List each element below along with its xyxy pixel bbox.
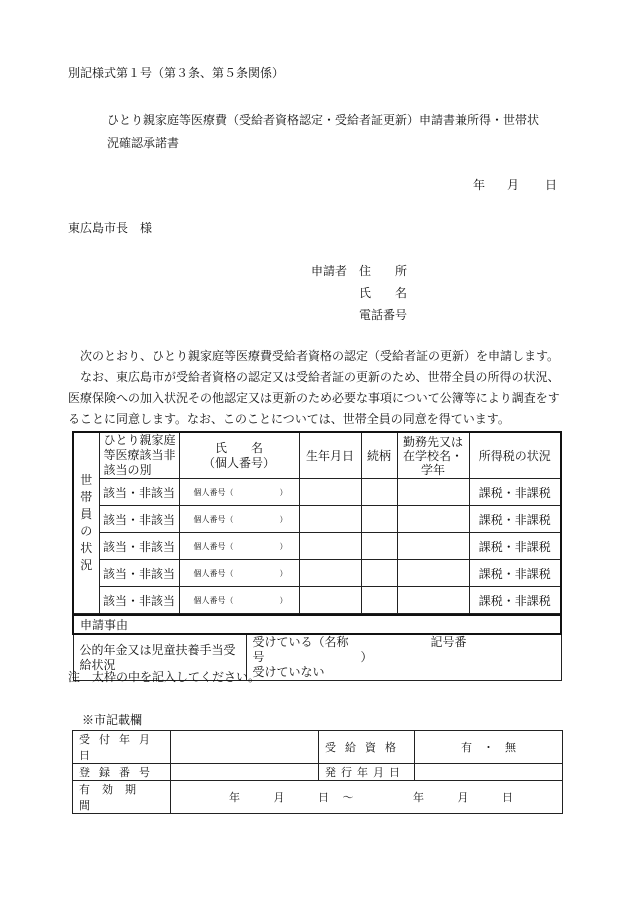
date-day-label: 日 xyxy=(545,178,558,192)
header-name: 氏 名 （個人番号） xyxy=(179,432,299,479)
tax-cell[interactable]: 課税・非課税 xyxy=(469,587,561,614)
header-birth: 生年月日 xyxy=(299,432,361,479)
name-cell[interactable]: 個人番号（ ） xyxy=(179,506,299,533)
registration-no-cell[interactable] xyxy=(171,764,319,781)
issue-date-cell[interactable] xyxy=(415,764,563,781)
applicant-name-label: 氏 名 xyxy=(359,286,408,300)
date-year-label: 年 xyxy=(473,178,486,192)
pension-label: 公的年金又は児童扶養手当受 給状況 xyxy=(73,634,246,681)
birth-cell[interactable] xyxy=(299,479,361,506)
tax-cell[interactable]: 課税・非課税 xyxy=(469,506,561,533)
applicant-label: 申請者 xyxy=(311,264,348,278)
table-row xyxy=(73,479,561,506)
form-title-line2: 況確認承諾書 xyxy=(107,136,180,150)
household-side-label: 世 帯 員 の 状 況 xyxy=(73,432,99,614)
table-row xyxy=(73,533,561,560)
pension-status-field[interactable]: 受けている（名称 記号番号 ） 受けていない xyxy=(246,634,561,681)
household-table xyxy=(72,431,562,614)
application-statement: 次のとおり、ひとり親家庭等医療費受給者資格の認定（受給者証の更新）を申請します。 xyxy=(80,349,560,363)
qualification-label: 受給資格 xyxy=(319,731,415,764)
validity-period-cell[interactable]: 年 月 日 ～ 年 月 日 xyxy=(171,781,563,814)
category-cell[interactable]: 該当・非該当 xyxy=(99,506,179,533)
work-cell[interactable] xyxy=(397,506,469,533)
received-date-cell[interactable] xyxy=(171,731,319,764)
relation-cell[interactable] xyxy=(361,587,397,614)
form-title-line1: ひとり親家庭等医療費（受給者資格認定・受給者証更新）申請書兼所得・世帯状 xyxy=(107,113,540,127)
birth-cell[interactable] xyxy=(299,587,361,614)
tax-cell[interactable]: 課税・非課税 xyxy=(469,533,561,560)
name-cell[interactable]: 個人番号（ ） xyxy=(179,560,299,587)
qualification-value[interactable]: 有 ・ 無 xyxy=(415,731,563,764)
work-cell[interactable] xyxy=(397,479,469,506)
validity-label: 有効期間 xyxy=(73,781,171,814)
category-cell[interactable]: 該当・非該当 xyxy=(99,587,179,614)
household-table-header xyxy=(73,432,561,479)
form-id: 別記様式第１号（第３条、第５条関係） xyxy=(68,66,285,80)
consent-statement: なお、東広島市が受給者資格の認定又は受給者証の更新のため、世帯全員の所得の状況、医療保険への加入状況その他認定又は更新のため必要な事項について公簿等により調査をすることに同意します。なお、このことについては、世帯全員の同意を得ています。 xyxy=(68,370,560,426)
work-cell[interactable] xyxy=(397,587,469,614)
applicant-phone-label: 電話番号 xyxy=(359,308,408,322)
office-use-table xyxy=(72,730,563,814)
registration-no-label: 登録番号 xyxy=(73,764,171,781)
relation-cell[interactable] xyxy=(361,506,397,533)
tax-cell[interactable]: 課税・非課税 xyxy=(469,479,561,506)
office-use-title: ※市記載欄 xyxy=(82,713,143,727)
birth-cell[interactable] xyxy=(299,506,361,533)
note: 注 太枠の中を記入してください。 xyxy=(68,670,261,684)
applicant-address-label: 住 所 xyxy=(359,264,408,278)
received-date-label: 受付年月日 xyxy=(73,731,171,764)
relation-cell[interactable] xyxy=(361,560,397,587)
relation-cell[interactable] xyxy=(361,479,397,506)
birth-cell[interactable] xyxy=(299,533,361,560)
work-cell[interactable] xyxy=(397,533,469,560)
header-tax: 所得税の状況 xyxy=(469,432,561,479)
tax-cell[interactable]: 課税・非課税 xyxy=(469,560,561,587)
header-work: 勤務先又は 在学校名・ 学年 xyxy=(397,432,469,479)
birth-cell[interactable] xyxy=(299,560,361,587)
category-cell[interactable]: 該当・非該当 xyxy=(99,533,179,560)
work-cell[interactable] xyxy=(397,560,469,587)
table-row xyxy=(73,560,561,587)
header-category: ひとり親家庭 等医療該当非 該当の別 xyxy=(99,432,179,479)
relation-cell[interactable] xyxy=(361,533,397,560)
issue-date-label: 発行年月日 xyxy=(319,764,415,781)
category-cell[interactable]: 該当・非該当 xyxy=(99,479,179,506)
name-cell[interactable]: 個人番号（ ） xyxy=(179,479,299,506)
addressee: 東広島市長 様 xyxy=(68,221,153,235)
date-month-label: 月 xyxy=(507,178,520,192)
reason-field[interactable]: 申請事由 xyxy=(73,615,561,634)
category-cell[interactable]: 該当・非該当 xyxy=(99,560,179,587)
name-cell[interactable]: 個人番号（ ） xyxy=(179,533,299,560)
header-relation: 続柄 xyxy=(361,432,397,479)
name-cell[interactable]: 個人番号（ ） xyxy=(179,587,299,614)
table-row xyxy=(73,587,561,614)
table-row xyxy=(73,506,561,533)
